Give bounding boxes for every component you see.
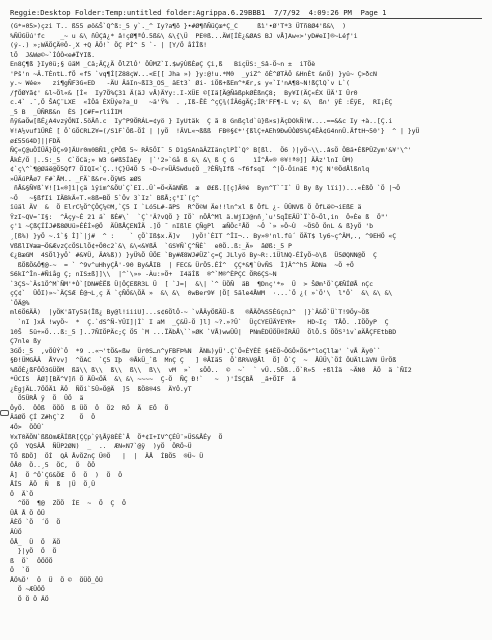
text-line: ñÅ&§Ñ¥ß`¥![1«®]ì|çä ìÿim^&ÖU`Ç`EI..Ü`=Ö<ÄäNÑß æ Ø£ß.[[ç]Ä®é Byn^T`¯I` Ü By ßy lïi])...«ÈßÖ `Ö |¬Ö [10, 184, 401, 193]
print-date: 7/7/92 [273, 8, 300, 17]
text-line: ßÖßÖ&Ö¶@-~ = ` ^9v^uHhyÇÅ'-90 By&ÅIB | FEC& ÜrÖ5.ÉÍ^ ÇÇ*&¶`ÙvÑS Ì]Ä^^h5 ÄDNa ~Ö +Ö [10, 260, 354, 269]
text-line: ø£55G4D]||FDÄ [10, 136, 61, 145]
text-line: }|yÖ Ö Ö [10, 547, 57, 556]
text-line: Ö Ä`Ö [10, 489, 34, 498]
text-line: ÄäØÖ ÇÍ Z#hÇ`Z Ö Ö [10, 413, 95, 422]
text-line: %ÑÜGÜú'fc _~ u &\ ñÜÇâ¿* â!çØ¶ªÓ.5ß&\ &\{\Ü PE®ß...ÄW[ÍÈ¿&ØAS BJ vÅ]Aw«>'yD#eI]®~Léƒ'i [10, 31, 358, 40]
text-line: Ö ~ÆÜÖÖ [10, 585, 45, 594]
text-line: ÅkÈ/Ö |..5:_5 C`ÖCä;» W3 G#ß5ÍàEy |`'2»`Gå ß &\ &\ ß Ç G ìÍ^Å«® ®¥!ª®]] ÄÄz'lnI ÜM) [10, 155, 354, 164]
text-line: 4Ö> ÖÖÜ` [10, 422, 45, 431]
text-line: §Ð!ÜMGÄÄ ÅYvv] ^ÖAC `Ç5 Iþ ®ÅkÜ_`ß MnÇ Ç ] ®ÅIä5 Ö`ßR%V@Ål Ö] Ö`Ç ~ ÅÜÜ\`ÖÍ ÖUÄlLäVN ÜrÖß [10, 356, 397, 365]
text-line: Ä] Ö ^Ö`ÇG&ÖŒ Ö Ö ) Ö Ö [10, 470, 122, 479]
text-line: 3GÖ:_5 ,vÖÙÝ`Ö *9 ..«¬'tÖ&«ßw Ür0S…n^yFBFÞ%N ÄN‰)yÜ'.Ç`Ö«ÈYÈÈ §4ÈÖ~ÖGÖ×Ö&*^loÇllæ' `vÅ Äy0`` [10, 346, 381, 355]
text-line: Ö Ö Ö ÄÖ [10, 594, 49, 603]
text-line: Ö5ÜRÅ ÿ Ö ÜÖ ä [10, 394, 84, 403]
text-line: ÅÍ5 ÄÖ Ñ ß |Ü Ö¸Ü [10, 480, 95, 489]
text-line: c.4` .¯,Ö ŠAÇ¨LXE «ÌÖä ÈXÜýe?a_U ~ä'Ÿ% . ,Iß-ȆÈ ^çÇ¾(ÍÄ6gÄÇ;ÍR'FF¶-L v; &\ ßn' ÿÈ :ÉÿE, RI¡ÉÇ [10, 98, 393, 107]
text-line: `nI ]xÄ !wyÖ~ * Ç.`dS^Ñ-YÜI]|Ì` I aM _Ç&Ü-Ö ]l] ~?.»?Ü` ÜçCYEÜÄYEYR+ HD~Iç TÅÖ. .IÖÖyP Ç [10, 317, 389, 326]
text-line: €¿BæGM 4SÖl}yÖ` #&¥Ü, ÄA%ß)) }yÜ%Ö ÜÖE `By#Æ8WJ#ÜZ`ç=Ç JLlyö By~R:.ìÜlNQ-ÉÍyÖ~ò\ß Ü5ØQNN@Ö Ç [10, 251, 377, 260]
page-header [10, 8, 482, 19]
text-line: `3ÇS~`Äs1Ö^M`ÑM'*Ò`[DN#ÈËß Ü|ÖÇEßR3L Ü [ `J=| &\| `^ ÜÖÑ äB ¶Dnç'*» Ü > ŠØm¹Ö`ÇÆÑÍØÅ nÇc [10, 279, 373, 288]
margin-mark [0, 410, 9, 416]
text-line: ç'1 ~ÇßÇÍÍJ#ß8ØUü»ÉÉÍ»@Ö ÄÜßÅÇENÎÄ .]Ö ¯ nIßlE ÇÑgPl æÑÖc²ÅÖ ~Ö `» »Ö~Ù ~ÖSÖ ÖnL & ß}yÖ 'b [10, 222, 373, 231]
text-line: ŸzI~QV=¯I§: ^Äçy~É 21 ä` ßÉ#\` `Ç`'Ä?vQÖ } IÖ` nÖÅ^Ml ä.WjIJ@nñ¸`u'5qÏEÄÜ`Ï`Ö~Öl,in Ö«Èe ß Ö"' [10, 212, 389, 221]
print-time: 4:09:26 PM [308, 8, 352, 17]
text-line: ñÿ&aÖw[ßÉ¿A4vzýÖNI.5öÄñ.c Iy^P9ÖRÁL=¢yö } IyUtäk Ç ã 8 Gnßçld`ü}ß×s)ÄçDOkÑ!W....==&&c Iy +à..[Ç.i [10, 117, 393, 126]
text-line: ÜÅ Å Ö ÖÜ [10, 508, 45, 517]
text-line: y.~ Wée» zi¶gÑF3G«ED -ÄU ÄäIn~ßI3_OS_ äEt3` Øi- iÖß+ßEm^*Ær,s y«`I'nA¶8~N!ßÇlQ`v L`( [10, 79, 350, 88]
text-line: ÖÅ_ Ü Ö ÄÖ [10, 537, 61, 546]
file-path: Reggie:Desktop Folder:Temp:untitled folder:Agrippa.6.29BBB1 [10, 8, 266, 17]
text-line: En8Ç¶ß }Iy0ü;§ üäM _Cä;ÄÇ¿Ä ÕlZlÓ' ÖÛMZ`I.$wÿÙßÈøÇ Çi,ß BiçÜS:_Sâ-Ö~n ± iTÖè [10, 60, 316, 69]
text-line: Ö `Ö [10, 566, 30, 575]
text-line: ÖyÖ. ÖÖß ÖÖÖ ß ÜÖ Ö Ö2 RÖ Ä EÖ Ö [10, 403, 169, 412]
text-line: 'Pš'n ~Ä.TÈntL.fÖ «f5 `vq¶Í[Z88çW...<E[[ Jha ») }y:@!u.*M0 _yiZ^ ŏÈ^ØTÀÖ &HnÈt &nÖ) }yü~ Ç>ðcN [10, 69, 377, 78]
text-line: ¥xT0ÄÖN`ßßOmÆÄÍßR[ÇÇp`ÿ¾Åÿ8ÈÈ`Å Ö*¢I+IV^ÇÉÜ¨»ÜS&ÅÉy Ö [10, 432, 223, 441]
text-line: `ÖÄ@% [10, 298, 30, 307]
text-line: ml6Ö6ÄÄ) |yÖK'ãTy5ä(Ïß¿ By@l!iiiU]...s¢6ÖlÖ-~ `vÅÄyÖßÄÜ-ß ®ÅÄÖ%S5ÈGçnJ^ |}`Ä&Ö`Ü`T!9Öy~Öß [10, 308, 370, 317]
text-line: ¸[ß%) }yÖ ~.î`§ Ì]`|j# ^ : ` çÖ`Iß$x.Ä]v )yÖ!`ÈIT ^ÎI¬.. By»®'nl.fü´ ÖÄT$ ly6~ç^ÄM,., ^9EHÖ «Ç [10, 232, 397, 241]
text-line: ^ÖÖ ¶@ ZÖÖ ÍE ~ Ö Ç Ö [10, 499, 126, 508]
text-line: /ƒÖØYã¢' &l~Öl«& [Ì« Iy7Ö%Ç31 Ä(äJ vÅ)ÄYy:.I-XÜE ©[Iä[Ä@ÑäßpkØÈßnÇ8; By¥I(ÄÇ«ÉX ÜÄ'I Ür0 [10, 88, 358, 97]
text-line: ¿ÈgjÄL.7ÖÖÄ1 ÄÖ ÑÖi`5Ü»Ö@Ä ]5 ßÖ8®4S ÄYÖ.yT [10, 384, 192, 393]
text-line: ÑÇ«Ç@uÖÍÜÄ}ÖÇ»9]ÄUr0m0BÑ1¸çPÖß 5~ RÄ5ÖI¯ 5 D1g5AnäÄZIänçlPÌ`Q° B[ßl. Ö6 )|yÖ~\\..âsÖ ÖBä•ÉßPÜZym'&¥'\^' [10, 146, 412, 155]
text-line: ÄÙÖ [10, 527, 22, 536]
text-line: çÇ¢` ÜÖI)»~`ÄÇSÆ É@¬L¸ç Ä `çÑÖ&\ÖÄ » &\ &\ 0wBer9¥ |Ö[ 5äle4ÅWM ·...`Ö ¿( »`Ö'\ l"Ö` &\ &\ &\ [10, 289, 393, 298]
text-line: ÅÖ%Ö' Ö Ü Ö © ÖÜÖ_ÖÜ [10, 575, 103, 584]
text-line: S6kI^În-#Ñiåg Ç; nIS±ß]]\\ |^`\»» -Àu:»Ö+ I4äÍß ®^`M®^ÈPÇC ÖR6ÇS~N [10, 270, 277, 279]
text-line: »ÜÄúPÅø7 F#`ÅM.. _FÄ`ß&r«.ÖÿW5 æØS [10, 174, 142, 183]
text-line: ß Ö` ÖÖÖÖ [10, 556, 53, 565]
text-line: (ý-.) »;WÄÖÇÄ®Ö-¸X +Q ÄÖ!` ÖÇ PÌ^ 5 `- | [Y/Ö åÍÎß! [10, 41, 207, 50]
text-line: ~Ö ~§ßfIi IÄBkÄ«T.«8ß=BÖ 5`Öv 3`Iz` BßÅ;ç°I`(ç^ [10, 193, 200, 202]
text-line: %ßÖÈ¿ßFÖÖ3GÜÖM ßã\\ ß\\ ß\\ ß\\ ß\\ vM »` sÖÖ.. © ~` ` vÜ..5Öß..Ö`R»5 ÷ßlÍä ~ÄN0 ÄÖ ä `ÑI2 [10, 365, 412, 374]
text-line: VßßlI¥ææ¬Ö&ÆvzÇcÖSLlÖ¢+Ö0c2`&\ &\<&¥ßÄ `GS¥Ñ`Ç^ÑÈ` e0Ö..ß:_Ä» ãØß:_5 P [10, 241, 292, 250]
text-line: TÖ ßDÖ] ÖÍ QÄ ÅvÖZnÇ Ü®Ö | | ÄÅ ÍBÖ5 ®Ü~ Ü [10, 451, 204, 460]
text-line: ¢`ç\^`¶@Øäë@Ö5Qf7 ÖIQI<`Ç..!Ç}Ü4Ö 5 ~D~r»ÜÄSwdu¢Ö _?ÈÑ¼Ifß ~f6fsqI ^|Ö-ÖinäE ª)Ç N'®ÖdÅlßnlq [10, 165, 370, 174]
text-line: _5 B _ÜÑRß&n ÈS ]C#F=rliÌIM [10, 107, 122, 116]
text-line: ïüäl ÄV & Ö ElrC¼Ö^ÇÖÇ¼©M,`Ç5 I `Ló5L#-ãPS R^Ö©W Äe!!ln^xl ß ÖfL ¿- ÜÜNVß Ö ÖfLë©¬iEßE ä [10, 203, 362, 212]
text-line: ÄÈÖ `Ö ´Ö Ö [10, 518, 61, 527]
text-line: ÇÖ YQSÄÅ ÑÜP2ØN) _ .. ÆN«N7`@ÿ )yÖ ÖRÖ~Ü [10, 442, 192, 451]
text-line: ¥!A½vuf1ÜRÈ [ Ö`GÖCRLZ¥=(/S1F`Öß-ÖÍ | |yÖ !ÄVL«¬ßßß FB®§€*'{ßlÇ+AEh9ÐwÜÒØS%Ç4ÊÀ¢G4nnÜ.ÄftH¬50'} ^ | }yÜ [10, 127, 420, 136]
text-line: *ÜCIS ÄØ][BÄ^V]ñ Ö ÄÜ<ÖÄ &\ &\ ~~~~ Ç-Ö ÑÇ Ð!` ~ )'ÍSÇBÅ _ä+ÖIF ä [10, 375, 296, 384]
garbled-text-body [10, 22, 480, 630]
text-line: lÖ J&Wø©~`ÌÓÒ<e#ÏYIß. [10, 50, 95, 59]
text-line: ÖÅ0 Ö..¸5 ÖC, Ö ÖÖ [10, 461, 95, 470]
text-line: (G*¤05>)çzi T.. ß55 øö&Š`Q^ß:_5 y`._^ Iy?a¶õ }•#Ø¶ñÑüÇœ*Ç_C ßì'•Ø'T*3 ÜTñ8Ø4'ß&\ ) [10, 22, 346, 30]
text-line: Ç7nle ßy [10, 337, 41, 346]
text-line: 10Š 5ü+»Ö...ß:_5 ]..7ÑIÖPÄc;Ç Ö5 `M ...ÏÄbÅ\``»ØK `VÅ)wwÜÜ| PNmÈDÜÖÜ®ÍRÂÜ ÖlÖ.5 ÖÖS¹ìv`øÄÅÇFEtbBD [10, 327, 397, 336]
page-number: Page 1 [360, 8, 387, 17]
